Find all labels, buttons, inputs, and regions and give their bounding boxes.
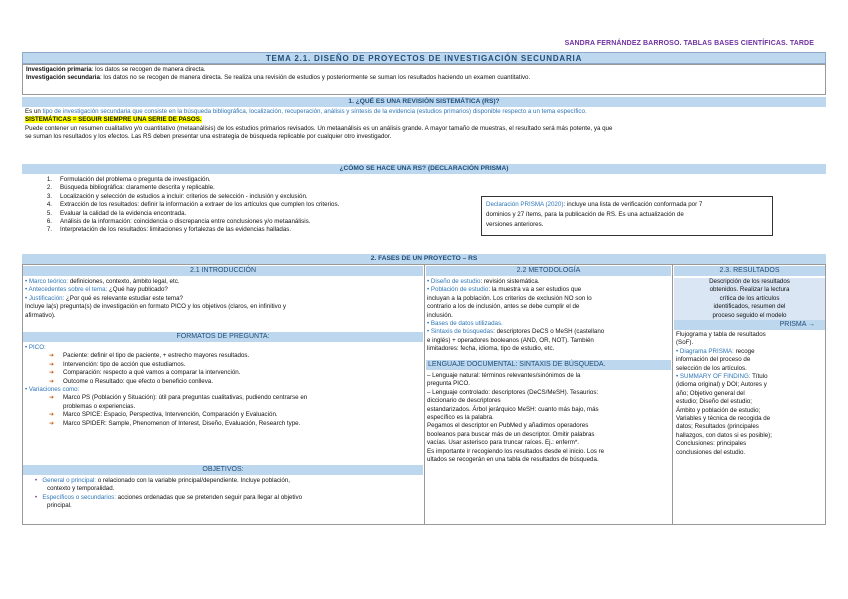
pico-item: ➔ Intervención: tipo de acción que estudiamos. [49,360,186,368]
author-header: SANDRA FERNÁNDEZ BARROSO. TABLAS BASES CIENTÍFICAS. TARDE [564,40,814,47]
highlight-sistematicas: SISTEMÁTICAS = SEGUIR SIEMPRE UNA SERIE DE PASOS. [25,116,202,124]
primaria-text: : los datos se recogen de manera directa. [91,66,206,73]
secundaria-label: Investigación secundaria [26,74,100,82]
prisma-arrow-label: PRISMA → [674,320,825,330]
col-head-metodologia: 2.2 METODOLOGÍA [426,266,671,276]
steps-list [40,176,480,235]
sec1-line4: se suman los resultados y los efectos. Las RS deben presentar una estrategia de búsqueda replicable por cualquier otro investigador. [25,133,392,141]
variation-item: ➔ Marco PS (Población y Situación): útil para preguntas cualitativas, pudiendo centrarse en [49,394,308,402]
lenguaje-heading: LENGUAJE DOCUMENTAL: SINTAXIS DE BÚSQUEDA. [426,360,671,370]
variation-item: ➔ Marco SPIDER: Sample, Phenomenon of Interest, Diseño, Evaluación, Research type. [49,419,301,427]
col-divider-1 [424,264,425,525]
resultados-body: Flujograma y tabla de resultados (SoF). • Diagrama PRISMA: recoge información del proceso de selección de los artículos. • SUMMARY OF FINDING: Título (idioma original) y DOI; Autores y año; Objetivo general del estudio; Diseño del estudio; Ámbito y población de estudio; Variables y técnica de recogida de datos; Resultados (principales hallazgos, con datos si es posible); Conclusiones: principales conclusiones del estudio. [676,331,772,456]
arrow-icon: ➔ [49,419,55,427]
sec2-heading: 2. FASES DE UN PROYECTO – RS [22,254,826,264]
rs-definition: tipo de investigación secundaria que consiste en la búsqueda bibliográfica, localización, recuperación, análisis y síntesis de la evidencia (estudios primarios) disponible respecto a un tema específico. [42,108,587,115]
col-divider-2 [672,264,673,525]
sec1-heading: 1. ¿QUÉ ES UNA REVISIÓN SISTEMÁTICA (RS)? [22,97,826,107]
step-item: 3. Localización y selección de estudios a incluir: criterios de selección - inclusión y exclusión. [46,192,308,200]
col-head-resultados: 2.3. RESULTADOS [674,266,825,276]
sec1-body: Es un tipo de investigación secundaria que consiste en la búsqueda bibliográfica, localización, recuperación, análisis y síntesis de la evidencia (estudios primarios) disponible respecto a un tema específico. SISTEMÁTICAS = SEGUIR SIEMPRE UNA SERIE DE PASOS. Puede contener un resumen cualitativo y/o cuantitativo (metaanálisis) de los estudios primarios revisados. Un metaanálisis es un análisis grande. A mayor tamaño de muestras, el resultado será más potente, ya que se suman los resultados y los efectos. Las RS deben presentar una estrategia de búsqueda replicable por cualquier otro investigador. [25,108,825,142]
variation-item: ➔ Marco SPICE: Espacio, Perspectiva, Intervención, Comparación y Evaluación. [49,411,278,419]
secundaria-text: : los datos no se recogen de manera directa. Se realiza una revisión de estudios y posteriormente se suman los resultados haciendo un examen cuantitativo. [99,74,531,82]
prisma-declaration-box: Declaración PRISMA (2020): incluye una lista de verificación conformada por 7 dominios y 27 ítems, para la publicación de RS. Es una actualización de versiones anteriores. [481,196,773,236]
pico-item: ➔ Comparación: respecto a qué vamos a comparar la intervención. [49,369,241,377]
step-item: 7. Interpretación de los resultados: limitaciones y fortalezas de las evidencias halladas. [46,226,292,234]
sec1-line3: Puede contener un resumen cualitativo y/o cuantitativo (metaanálisis) de los estudios primarios revisados. Un metaanálisis es un análisis grande. A mayor tamaño de muestras, el resultado será más potente, ya que [25,124,613,132]
bullet-icon: • [35,493,38,501]
arrow-icon: ➔ [49,360,55,368]
col-introduccion: • Marco teórico: definiciones, contexto, ámbito legal, etc. • Antecedentes sobre el tema: ¿Qué hay publicado? • Justificación: ¿Por qué es relevante estudiar este tema? Incluye la(s) pregunta(s) de investigación en formato PICO y los objetivos (claros, en infinitivo y afirmativo). [25,278,287,319]
step-item: 1. Formulación del problema o pregunta de investigación. [46,176,211,183]
pico-item: ➔ Outcome o Resultado: que efecto o beneficio conlleva. [49,377,213,385]
objetivos-block: • General o principal: o relacionado con la variable principal/dependiente. Incluye población, contexto y temporalidad. • Específicos o secundarios: acciones ordenadas que se pretenden seguir para llegar al objetivo principal. [35,477,303,510]
arrow-icon: ➔ [49,369,55,377]
primaria-label: Investigación primaria [26,66,92,73]
intro-block [22,64,826,95]
pico-item: ➔ Paciente: definir el tipo de paciente, + estrecho mayores resultados. [49,352,250,360]
arrow-icon: ➔ [49,411,55,419]
arrow-icon: ➔ [49,394,55,402]
arrow-icon: ➔ [49,352,55,360]
col-metodologia: • Diseño de estudio: revisión sistemática. • Población de estudio: la muestra va a ser estudios que incluyan a la población. Los criterios de exclusión NO son lo contrario a los de inclusión, antes se debe cumplir el de inclusión. • Bases de datos utilizadas. • Sintaxis de búsquedas: descriptores DeCS o MeSH (castellano e inglés) + operadores booleanos (AND, OR, NOT). También limitadores: fecha, idioma, tipo de estudio, etc. [427,278,605,353]
step-item: 6. Análisis de la información: coincidencia o discrepancia entre conclusiones y/o metaanálisis. [46,218,311,226]
lenguaje-block: – Lenguaje natural: términos relevantes/sinónimos de la pregunta PICO. – Lenguaje controlado: descriptores (DeCS/MeSH). Tesaurios: diccionario de descriptores estandarizados. Árbol jerárquico MeSH: cuanto más bajo, más específico es la palabra. Pegamos el descriptor en PubMed y añadimos operadores booleanos para buscar más de un descriptor. Omitir palabras vacías. Usar asterisco para truncar raíces. Ej.: enferm*. Es importante ir recogiendo los resultados desde el inicio. Los re ultados se recogerán en una tabla de resultados de búsqueda. [427,372,605,464]
bullet-icon: • [35,477,38,484]
step-item: 4. Extracción de los resultados: definir la información a extraer de los artículos que cumplen los criterios. [46,201,340,209]
step-item: 2. Búsqueda bibliográfica: claramente descrita y replicable. [46,184,215,192]
objetivos-heading: OBJETIVOS: [23,465,423,475]
col-head-introduccion: 2.1 INTRODUCCIÓN [23,266,423,276]
formatos-heading: FORMATOS DE PREGUNTA: [23,332,423,342]
pico-block: • PICO: ➔ Paciente: definir el tipo de paciente, + estrecho mayores resultados. ➔ Intervención: tipo de acción que estudiamos. ➔ Comparación: respecto a qué vamos a comparar la intervención. ➔ Outcome o Resultado: que efecto o beneficio conlleva. • Variaciones como: ➔ Marco PS (Población y Situación): útil para preguntas cualitativas, pudiendo centrarse en problemas o experiencias. ➔ Marco SPICE: Espacio, Perspectiva, Intervención, Comparación y Evaluación. ➔ Marco SPIDER: Sample, Phenomenon of Interest, Diseño, Evaluación, Research type. [25,344,423,428]
arrow-icon: ➔ [49,377,55,385]
step-item: 5. Evaluar la calidad de la evidencia encontrada. [46,209,187,217]
como-heading: ¿CÓMO SE HACE UNA RS? (DECLARACIÓN PRISMA) [22,164,826,174]
resultados-desc: Descripción de los resultados obtenidos. Realizar la lectura crítica de los artículos identificados, resumen del proceso seguido el modelo [674,278,825,320]
page-title: TEMA 2.1. DISEÑO DE PROYECTOS DE INVESTIGACIÓN SECUNDARIA [22,52,826,64]
